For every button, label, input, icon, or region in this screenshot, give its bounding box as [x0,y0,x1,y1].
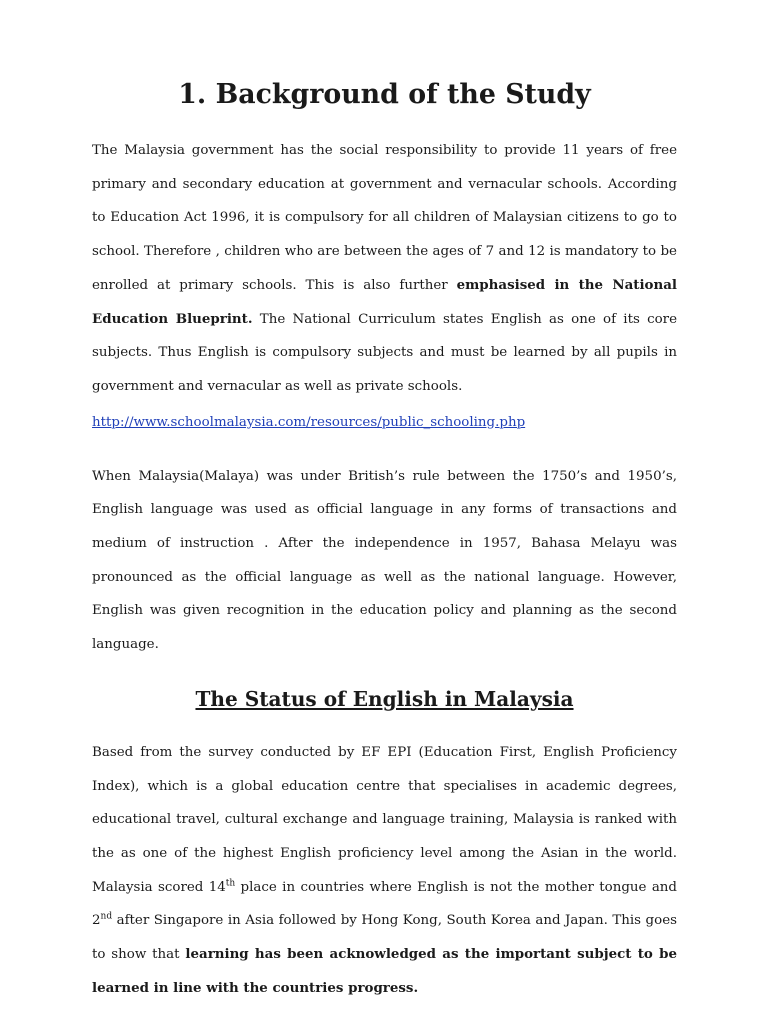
paragraph-status [92,736,677,1006]
document-page [92,79,678,1005]
superscript: nd [100,911,113,922]
paragraph-history: When Malaysia(Malaya) was under British’s rule between the 1750’s and 1950’s, English language was used as official language in any forms of transactions and medium of instruction . After the independence in 1957, Bahasa Melayu was pronounced as the official language as well as the national language. However, English was given recognition in the education policy and planning as the second language. [92,468,677,653]
paragraph-text: The Malaysia government has the social responsibility to provide 11 years of free primary and secondary education at government and vernacular schools. According to Education Act 1996, it is compulsory for all children of Malaysian citizens to go to school. Therefore , children who are between the ages of 7 and 12 is mandatory to be enrolled at primary schools. This is also further [92,143,677,293]
paragraph-text: place in countries where English is not the mother tongue and 2 [92,879,678,929]
paragraph-text: Based from the survey conducted by EF EPI (Education First, English Proficiency Index), which is a global education centre that specialises in academic degrees, educational travel, cultural exchange and language training, Malaysia is ranked with the as one of the highest English proficiency level among the Asian in the world. Malaysia scored 14 [92,744,677,895]
superscript: th [225,878,236,889]
paragraph-text: after Singapore in Asia followed by Hong Kong, South Korea and Japan. This goes to show that [92,913,677,963]
section-title: 1. Background of the Study [178,79,591,110]
bold-emphasis: emphasised in the National Education Blueprint. [92,276,677,327]
section-subheading: The Status of English in Malaysia [195,686,574,711]
paragraph-text: The National Curriculum states English as one of its core subjects. Thus English is compulsory subjects and must be learned by all pupils in government and vernacular as well as private schools. [92,311,677,394]
reference-link[interactable]: http://www.schoolmalaysia.com/resources/public_schooling.php [92,414,526,430]
reference-line [92,412,677,434]
paragraph-background [92,134,677,404]
bold-conclusion: learning has been acknowledged as the important subject to be learned in line with the countries progress. [92,946,677,996]
